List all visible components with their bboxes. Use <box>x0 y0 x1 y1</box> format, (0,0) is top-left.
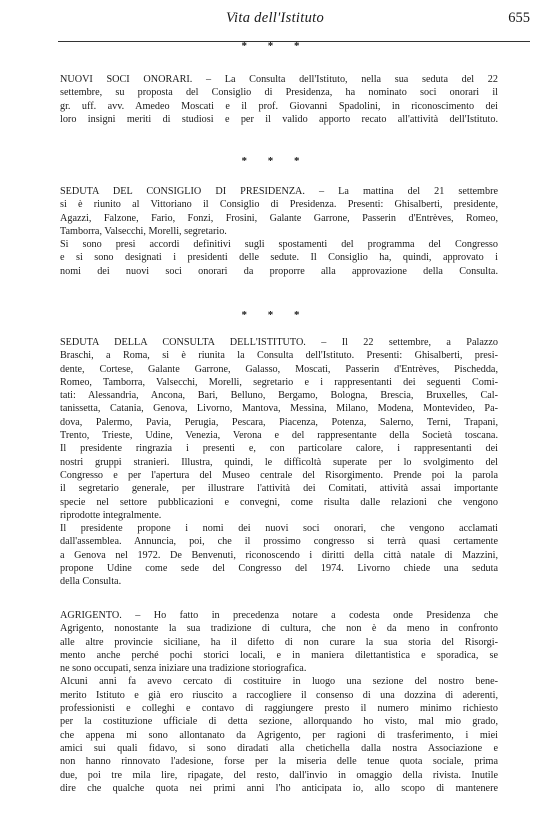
text-line: tanissetta, Catania, Genova, Livorno, Mantova, Messina, Milano, Modena, Montevideo, Pa- <box>60 403 498 415</box>
text-line: della Consulta. <box>60 576 122 588</box>
text-line: dall'assemblea. Annuncia, poi, che il prossimo congresso si terrà quasi certamente <box>60 536 498 548</box>
text-line: nomi dei nuovi soci onorari da proporre alla approvazione della Consulta. <box>60 265 498 277</box>
text-line: merito Istituto e già ero riuscito a raccogliere il consenso di una dozzina di aderenti, <box>60 689 498 701</box>
running-title: Vita dell'Istituto <box>225 10 325 26</box>
text-line: il segretario generale, per illustrare l'attività dei Comitati, attività assai importante <box>60 483 498 495</box>
text-line: gr. uff. avv. Amedeo Moscati e il prof. Giovanni Spadolini, in riconoscimento dei <box>60 100 498 112</box>
text-line: che appena mi sono allontanato da Agrigento, per ragioni di trasferimento, i miei <box>60 729 498 741</box>
text-line: Si sono presi accordi definitivi sugli spostamenti del programma del Congresso <box>60 239 498 251</box>
text-line: specie nel settore pubblicazioni e convegni, come risulta dalle relazioni che vengono <box>60 496 498 508</box>
text-line: Braschi, a Roma, si è riunita la Consulta dell'Istituto. Presenti: Ghisalberti, presi- <box>60 350 498 362</box>
section-separator: * * * <box>241 155 309 167</box>
text-line: Romeo, Tamborra, Valsecchi, Morelli, segretario e i rappresentanti dei seguenti Comi- <box>60 376 498 388</box>
text-line: dova, Palermo, Pavia, Perugia, Pescara, Piacenza, Potenza, Salerno, Terni, Trapani, <box>60 416 498 428</box>
text-line: NUOVI SOCI ONORARI. – La Consulta dell'Istituto, nella sua seduta del 22 <box>60 74 498 85</box>
text-line: professionisti e colleghi e contavo di raggiungere presto il numero minimo richiesto <box>60 703 498 715</box>
text-line: si è riunito al Vittoriano il Consiglio di Presidenza. Presenti: Ghisalberti, presidente, <box>60 199 498 211</box>
text-line: SEDUTA DEL CONSIGLIO DI PRESIDENZA. – La mattina del 21 settembre <box>60 186 498 197</box>
text-line: amici sui quali fidavo, si sono diradati alla chetichella dalla nostra Associazione e <box>60 742 498 754</box>
text-line: tati: Alessandria, Ancona, Bari, Belluno, Bergamo, Bologna, Brescia, Bruxelles, Cal- <box>60 390 498 402</box>
section-consulta-istituto <box>60 336 498 589</box>
text-line: AGRIGENTO. – Ho fatto in precedenza notare a codesta onde Presidenza che <box>60 610 498 621</box>
text-line: loro insigni meriti di studiosi e per il valido apporto recato all'attività dell'Istituto. <box>60 113 498 125</box>
section-consiglio-presidenza <box>60 185 498 278</box>
text-line: Il presidente ringrazia i presenti e, con particolare calore, i rappresentanti dei <box>60 443 498 455</box>
text-line: ne sono occupati, senza iniziare una tradizione storiografica. <box>60 663 307 675</box>
text-line: dente, Cortese, Galante Garrone, Galasso, Moscati, Passerin d'Entrèves, Pischedda, <box>60 363 498 375</box>
section-nuovi-soci-onorari <box>60 73 498 126</box>
text-line: Agrigento, nonostante la sua tradizione di cultura, che non è da meno in confronto <box>60 623 498 635</box>
text-line: nostri gruppi stranieri. Illustra, quindi, le difficoltà superate per lo svolgimento del <box>60 456 498 468</box>
text-line: per la costituzione ufficiale di detta sezione, allorquando ho visto, mal mio grado, <box>60 716 498 728</box>
text-line: Tamborra, Valsecchi, Morelli, segretario. <box>60 225 227 237</box>
text-line: Congresso e per l'apertura del Museo centrale del Risorgimento. Prende poi la parola <box>60 469 498 481</box>
text-line: Agazzi, Falzone, Fario, Fonzi, Frosini, Galante Garrone, Passerin d'Entrèves, Romeo, <box>60 212 498 224</box>
text-line: due, poi tre mila lire, ripagate, del resto, dall'invio in omaggio della rivista. Inutile <box>60 769 498 781</box>
text-line: dire che qualche quota nei primi anni l'ho anticipata io, allo scopo di mantenere <box>60 782 498 794</box>
section-separator: * * * <box>241 40 309 52</box>
text-line: Alcuni anni fa avevo cercato di costituire in luogo una sezione del nostro bene- <box>60 676 498 688</box>
page-number: 655 <box>508 10 530 26</box>
section-agrigento <box>60 609 498 795</box>
text-line: e si sono designati i presidenti delle sedute. Il Consiglio ha, quindi, approvato i <box>60 252 498 264</box>
text-line: Il presidente propone i nomi dei nuovi soci onorari, che vengono acclamati <box>60 523 498 535</box>
text-line: propone Udine come sede del Congresso del 1974. Livorno chiede una seduta <box>60 563 498 575</box>
text-line: non hanno rinnovato l'adesione, forse per la miseria delle tenue quota sociale, prima <box>60 756 498 768</box>
text-line: alle altre provincie siciliane, ha il difetto di non curare la sua storia del Risorgi- <box>60 636 498 648</box>
section-separator: * * * <box>241 309 309 321</box>
page-header <box>0 10 550 32</box>
text-line: a Genova nel 1972. De Benvenuti, riconoscendo i diritti della città natale di Mazzini, <box>60 549 498 561</box>
text-line: SEDUTA DELLA CONSULTA DELL'ISTITUTO. – Il 22 settembre, a Palazzo <box>60 337 498 348</box>
text-line: settembre, su proposta del Consiglio di Presidenza, ha nominato soci onorari il <box>60 87 498 99</box>
text-line: riprodotte integralmente. <box>60 509 162 521</box>
text-line: mento anche perché pochi storici locali, e in maniera dilettantistica e sporadica, se <box>60 649 498 661</box>
text-line: Trento, Trieste, Udine, Venezia, Verona e del rappresentante della Società toscana. <box>60 430 498 442</box>
